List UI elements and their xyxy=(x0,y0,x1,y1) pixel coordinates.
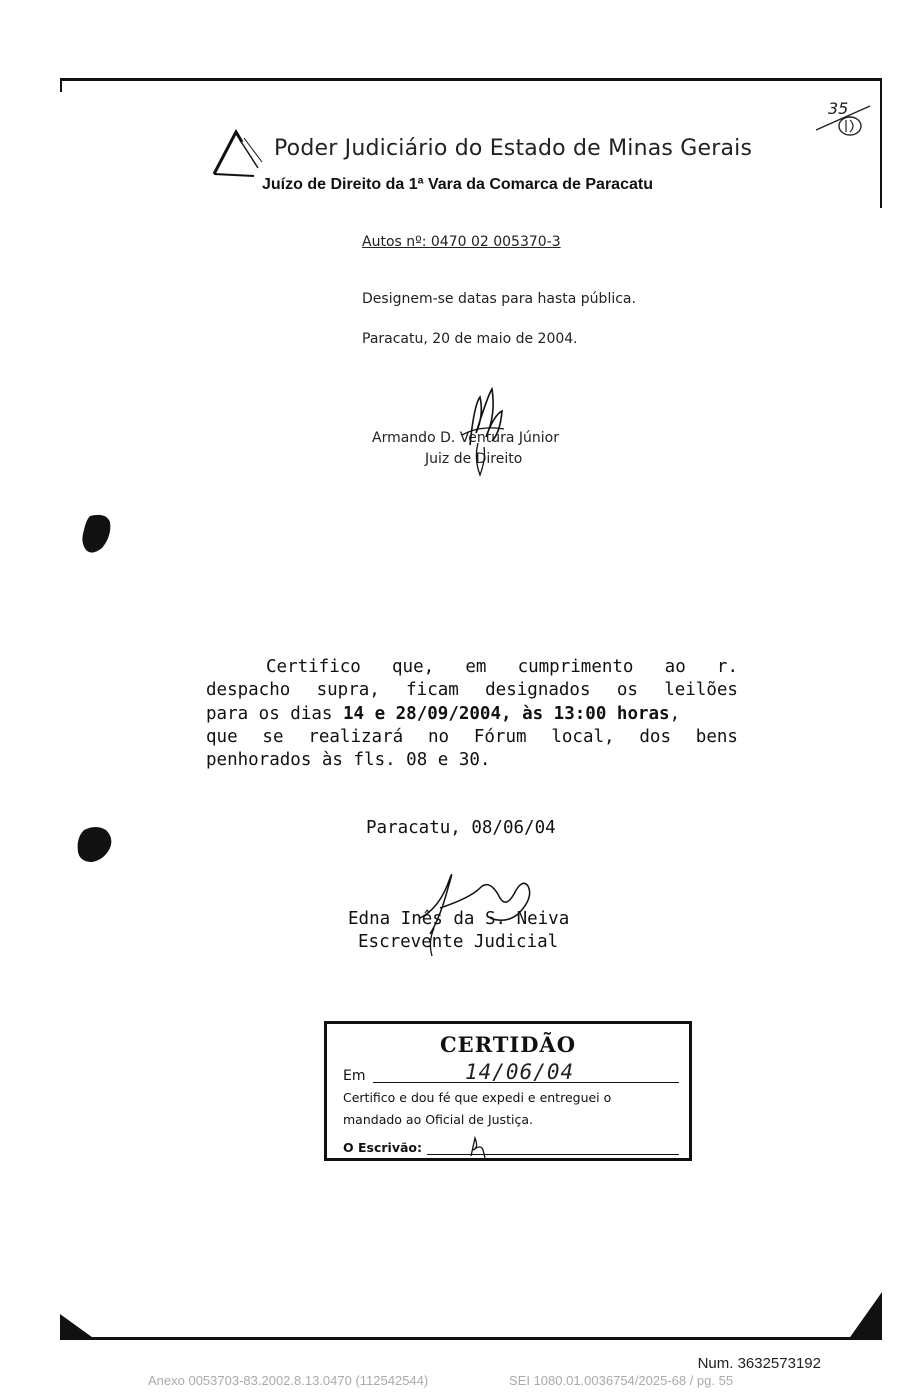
page-border-right xyxy=(880,78,882,208)
punch-hole-blot xyxy=(76,824,114,864)
case-number: Autos nº: 0470 02 005370-3 xyxy=(362,234,561,250)
stamp-handwritten-date: 14/06/04 xyxy=(465,1060,575,1084)
scan-corner-bottom-left xyxy=(60,1314,96,1340)
handwritten-page-number xyxy=(812,96,876,140)
court-logo-icon xyxy=(210,128,270,180)
stamp-title: CERTIDÃO xyxy=(439,1032,577,1057)
footer-sei-reference: SEI 1080.01.0036754/2025-68 / pg. 55 xyxy=(509,1373,734,1388)
auction-dates: 14 e 28/09/2004, às 13:00 horas xyxy=(342,703,670,724)
certificate-line: Certifico que, em cumprimento ao r. xyxy=(266,657,738,677)
footer-annex-reference: Anexo 0053703-83.2002.8.13.0470 (112542544) xyxy=(148,1373,429,1388)
page-border-left xyxy=(60,78,62,92)
order-text: Designem-se datas para hasta pública. xyxy=(362,291,636,307)
judge-signature xyxy=(440,385,520,480)
stamp-em-label: Em xyxy=(343,1068,366,1084)
certificate-date-line: Paracatu, 08/06/04 xyxy=(366,818,556,838)
clerk-signature xyxy=(410,858,540,958)
stamp-escrivao-label: O Escrivão: xyxy=(343,1140,422,1155)
stamp-text-line: Certifico e dou fé que expedi e entreguei o xyxy=(343,1090,612,1105)
certificate-line: penhorados às fls. 08 e 30. xyxy=(206,750,491,771)
certificate-line: para os dias 14 e 28/09/2004, às 13:00 horas , xyxy=(206,703,738,726)
clerk-title: Escrevente Judicial xyxy=(358,932,559,952)
escrivao-initials-signature xyxy=(467,1136,491,1158)
scan-corner-bottom-right xyxy=(848,1292,882,1340)
court-header-subtitle: Juízo de Direito da 1ª Vara da Comarca de Paracatu xyxy=(262,176,653,193)
punch-hole-blot xyxy=(80,512,114,556)
order-date-line: Paracatu, 20 de maio de 2004. xyxy=(362,331,578,347)
certidao-stamp xyxy=(324,1021,692,1161)
svg-text:35: 35 xyxy=(828,99,849,118)
judge-name: Armando D. Ventura Júnior xyxy=(372,430,559,446)
clerk-name: Edna Inês da S. Neiva xyxy=(348,909,570,929)
page-border-bottom xyxy=(60,1337,882,1340)
document-number: Num. 3632573192 xyxy=(697,1355,821,1372)
certificate-line: despacho supra, ficam designados os leilões xyxy=(206,680,738,701)
judge-title: Juiz de Direito xyxy=(425,451,523,467)
page-border-top xyxy=(60,78,882,81)
court-header-title: Poder Judiciário do Estado de Minas Gerais xyxy=(274,136,753,161)
certificate-line: que se realizará no Fórum local, dos bens xyxy=(206,726,738,747)
stamp-signature-line xyxy=(427,1154,679,1155)
stamp-text-line: mandado ao Oficial de Justiça. xyxy=(343,1112,533,1127)
certificate-text xyxy=(206,656,738,772)
